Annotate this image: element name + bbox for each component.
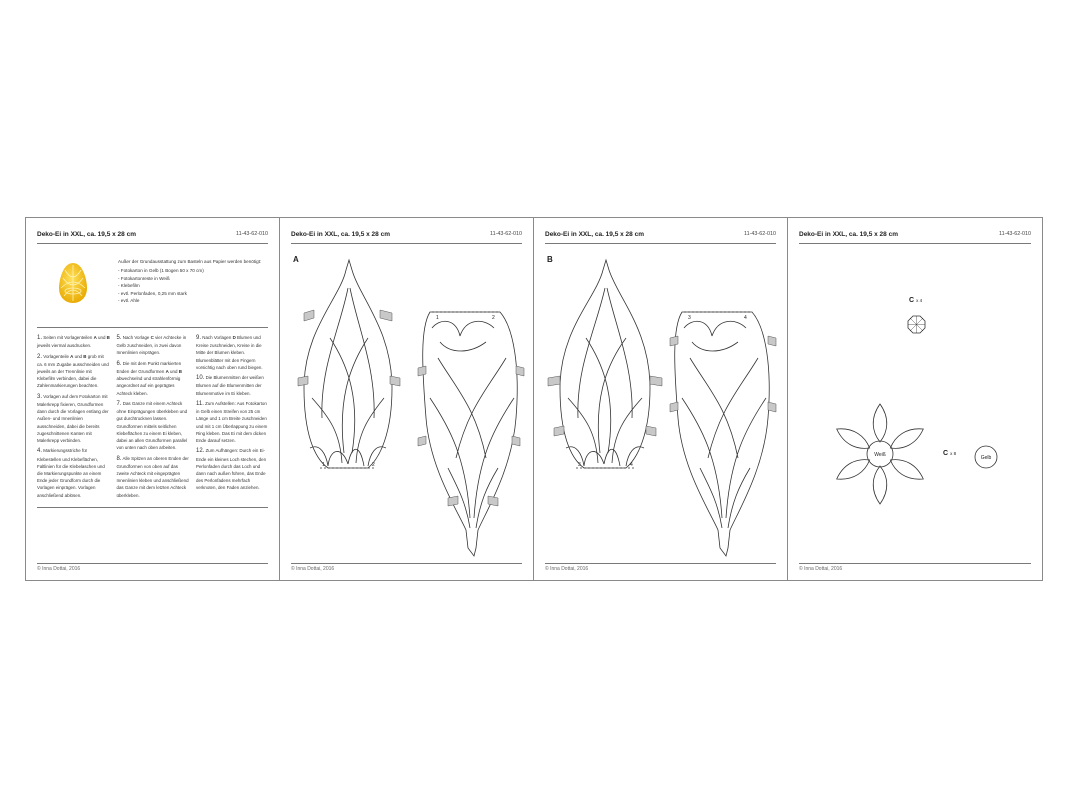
template-label: B xyxy=(547,255,553,264)
shape-inner-lines xyxy=(430,358,514,528)
material-item: - evtl. Perlonfaden, 0,25 mm stark xyxy=(118,290,187,296)
material-item: - evtl. Ahle xyxy=(118,298,140,304)
mark-number: 2 xyxy=(492,315,495,321)
article-code: 11-43-62-010 xyxy=(999,231,1031,237)
page-4-template-c xyxy=(788,218,1042,580)
step-4: 4. Markierungsstriche für Klebestellen und Klebeflächen, Faltlinien für die Klebelaschen und die Markierungspunkte an einem Ende jeder Grundform durch die Vorlagen einprägen. Vorlagen anschließend ablösen. xyxy=(37,448,105,498)
page-title: Deko-Ei in XXL, ca. 19,5 x 28 cm xyxy=(37,230,136,238)
footer-rule xyxy=(291,563,522,564)
mark-number: 4 xyxy=(744,315,747,321)
page-2-template-a xyxy=(280,218,534,580)
step-7: 7. Das Ganze mit einem Achteck ohne Einprägungen überkleben und gut durchtrocknen lassen. Grundformen mittels seitlichen Klebeflächen zu einem Ei kleben, dabei an allen Grundformen parallel von unten nach oben arbeiten. xyxy=(116,401,188,451)
glue-tab xyxy=(548,376,560,386)
shape-outline xyxy=(304,260,392,468)
egg-photo xyxy=(58,262,88,304)
mark-number: 3 xyxy=(578,462,581,468)
page-1-instructions xyxy=(26,218,280,580)
instruction-column-2 xyxy=(117,334,190,502)
instruction-column-3 xyxy=(196,334,269,502)
glue-tab xyxy=(418,436,426,446)
copyright: © Inna Dottai, 2016 xyxy=(291,566,335,572)
copyright: © Inna Dottai, 2016 xyxy=(37,566,81,572)
step-8: 8. Alle Spitzen an oberen Enden der Grundformen von oben auf das zweite Achteck mit eingeprägten Innenlinien kleben und anschließend das Ganze mit dem letzten Achteck überkleben. xyxy=(116,455,189,498)
footer-rule xyxy=(545,563,776,564)
step-1: 1. Seiten mit Vorlagenteilen A und B jeweils viermal ausdrucken. xyxy=(37,335,110,349)
glue-tab xyxy=(646,426,656,436)
section-rule xyxy=(37,327,268,328)
glue-tab xyxy=(488,496,498,506)
shape-outline xyxy=(560,260,650,468)
mark-number: 2 xyxy=(372,462,375,468)
glue-tab xyxy=(512,436,520,446)
template-label: A xyxy=(293,255,299,264)
mark-number: 1 xyxy=(436,315,439,321)
section-rule xyxy=(37,507,268,508)
mark-number: 1 xyxy=(322,462,325,468)
materials-intro: Außer der Grundausstattung zum Basteln aus Papier werden benötigt: xyxy=(118,259,262,264)
glue-tab xyxy=(650,376,662,386)
flower-center-text: Weiß xyxy=(874,452,886,458)
mark-number: 3 xyxy=(688,315,691,321)
footer-rule xyxy=(799,563,1031,564)
template-b-drawing xyxy=(534,218,788,580)
instruction-column-1 xyxy=(37,334,110,502)
pages-strip xyxy=(25,217,1043,581)
step-11: 11. Zum Aufstellen: Aus Fotokarton in Gelb einen Streifen von 25 cm Länge und 1 cm Breite zuschneiden und mit 1 cm Überlappung zu einem Ring kleben. Das Ei mit dem dicken Ende darauf setzen. xyxy=(196,401,268,444)
glue-tab xyxy=(304,310,314,321)
glue-tab xyxy=(390,376,400,386)
article-code: 11-43-62-010 xyxy=(744,231,776,237)
material-item: - Fotokartonreste in Weiß xyxy=(118,275,170,281)
flower-label: Cx 8 xyxy=(943,450,957,457)
glue-tab xyxy=(448,496,458,506)
circle-text: Gelb xyxy=(980,455,992,461)
page-3-template-b xyxy=(534,218,788,580)
step-5: 5. Nach Vorlage C vier Achtecke in Gelb zuschneiden, in zwei davon Innenlinien einprägen. xyxy=(116,335,187,356)
octagon-label: Cx 4 xyxy=(909,297,923,304)
shape-inner-lines xyxy=(682,358,766,528)
shape-outline xyxy=(675,312,769,556)
article-code: 11-43-62-010 xyxy=(236,231,268,237)
step-10: 10. Die Blumenmitten der weißen Blumen auf die Blumenmitten der Blumenmotive im Ei kleben. xyxy=(196,375,264,396)
materials-list xyxy=(118,258,268,305)
page-title: Deko-Ei in XXL, ca. 19,5 x 28 cm xyxy=(799,230,898,238)
glue-tab xyxy=(670,402,678,412)
step-9: 9. Nach Vorlagen D Blumen und Kreise zuschneiden, Kreise in die Mitte der Blumen kleben. Blumenblätter mit den Fingern vorsichtig nach oben rund biegen. xyxy=(196,335,263,370)
glue-tab xyxy=(554,426,564,436)
step-2: 2. Vorlagenteile A und B grob mit ca. 6 mm Zugabe ausschneiden und jeweils an der Trennlinie mit Klebefilm verbinden, dabei die Zahlenmarkierungen beachten. xyxy=(37,353,109,389)
step-6: 6. Die mit dem Punkt markierten Enden der Grundformen A und B abwechselnd und strahlenförmig angeordnet auf ein geprägtes Achteck kleben. xyxy=(116,360,182,396)
page-title: Deko-Ei in XXL, ca. 19,5 x 28 cm xyxy=(291,230,390,238)
copyright: © Inna Dottai, 2016 xyxy=(545,566,589,572)
instruction-columns xyxy=(37,334,269,502)
page-title: Deko-Ei in XXL, ca. 19,5 x 28 cm xyxy=(545,230,644,238)
template-c-drawing xyxy=(788,218,1042,580)
glue-tab xyxy=(380,310,392,321)
material-item: - Fotokarton in Gelb (1 Bogen 50 x 70 cm) xyxy=(118,268,204,274)
glue-tab xyxy=(670,336,678,346)
page-header xyxy=(37,228,268,240)
copyright: © Inna Dottai, 2016 xyxy=(799,566,843,572)
glue-tab xyxy=(768,336,776,346)
footer-rule xyxy=(37,563,268,564)
material-item: - Klebefilm xyxy=(118,283,140,289)
shape-leaves xyxy=(432,321,494,351)
step-3: 3. Vorlagen auf dem Fotokarton mit Malerkrepp fixieren, Grundformen dann durch die Vorlagen entlang der Außen- und Innenlinien ausschneiden, dabei die bereits zugeschnittenen Kanten mit Malerkrepp verbinden. xyxy=(37,393,109,444)
step-12: 12. Zum Aufhängen: Durch ein Ei-Ende ein kleines Loch stechen, den Perlonfaden durch das Loch und dann nach außen führen, das Ende des Perlonfadens mehrfach verknoten, den Faden anziehen. xyxy=(196,448,267,491)
shape-outline xyxy=(423,312,517,556)
glue-tab xyxy=(516,366,524,376)
header-rule xyxy=(37,243,268,244)
glue-tab xyxy=(768,402,776,412)
article-code: 11-43-62-010 xyxy=(490,231,522,237)
shape-leaves xyxy=(684,321,746,351)
mark-number: 4 xyxy=(630,462,633,468)
glue-tab xyxy=(298,376,308,386)
template-a-drawing xyxy=(280,218,534,580)
glue-tab xyxy=(418,366,426,376)
